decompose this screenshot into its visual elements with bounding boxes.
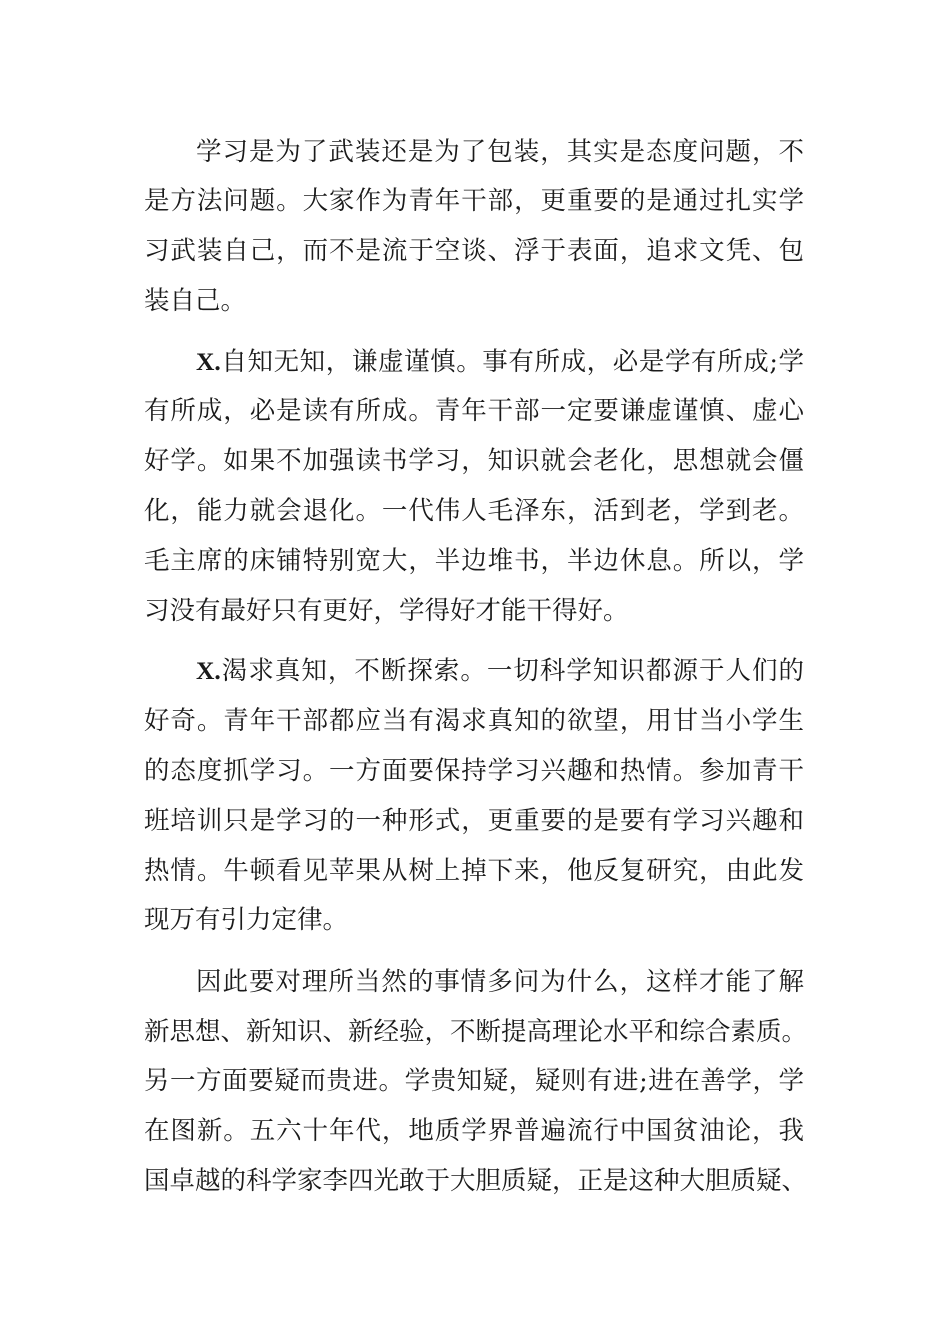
text-line xyxy=(196,342,804,382)
text-line: 装自己。 xyxy=(144,286,247,316)
text-line: 在图新。五六十年代，地质学界普遍流行中国贫油论，我 xyxy=(144,1116,804,1146)
paragraph-number: X. xyxy=(196,656,221,685)
text-line: 热情。牛顿看见苹果从树上掉下来，他反复研究，由此发 xyxy=(144,856,804,886)
text-line: 班培训只是学习的一种形式，更重要的是要有学习兴趣和 xyxy=(144,806,804,836)
text-line: 国卓越的科学家李四光敢于大胆质疑，正是这种大胆质疑、 xyxy=(144,1166,808,1196)
text-line: 因此要对理所当然的事情多问为什么，这样才能了解 xyxy=(196,967,804,997)
text-line-content: 渴求真知，不断探索。一切科学知识都源于人们的 xyxy=(220,656,804,686)
text-line: 学习是为了武装还是为了包装，其实是态度问题，不 xyxy=(196,137,804,167)
text-line: 现万有引力定律。 xyxy=(144,905,349,935)
text-line: 毛主席的床铺特别宽大，半边堆书，半边休息。所以，学 xyxy=(144,546,804,576)
text-line: 好奇。青年干部都应当有渴求真知的欲望，用甘当小学生 xyxy=(144,706,804,736)
text-line: 化，能力就会退化。一代伟人毛泽东，活到老，学到老。 xyxy=(144,496,804,526)
text-line: 的态度抓学习。一方面要保持学习兴趣和热情。参加青干 xyxy=(144,756,804,786)
paragraph-number: X. xyxy=(196,347,221,376)
text-line: 好学。如果不加强读书学习，知识就会老化，思想就会僵 xyxy=(144,446,804,476)
text-line-content: 自知无知，谦虚谨慎。事有所成，必是学有所成;学 xyxy=(220,347,804,377)
text-line xyxy=(196,651,804,691)
text-line: 习武装自己，而不是流于空谈、浮于表面，追求文凭、包 xyxy=(144,236,804,266)
text-line: 是方法问题。大家作为青年干部，更重要的是通过扎实学 xyxy=(144,186,804,216)
text-line: 习没有最好只有更好，学得好才能干得好。 xyxy=(144,596,629,626)
text-line: 另一方面要疑而贵进。学贵知疑，疑则有进;进在善学，学 xyxy=(144,1066,804,1096)
text-line: 有所成，必是读有所成。青年干部一定要谦虚谨慎、虚心 xyxy=(144,396,804,426)
text-line: 新思想、新知识、新经验，不断提高理论水平和综合素质。 xyxy=(144,1017,808,1047)
